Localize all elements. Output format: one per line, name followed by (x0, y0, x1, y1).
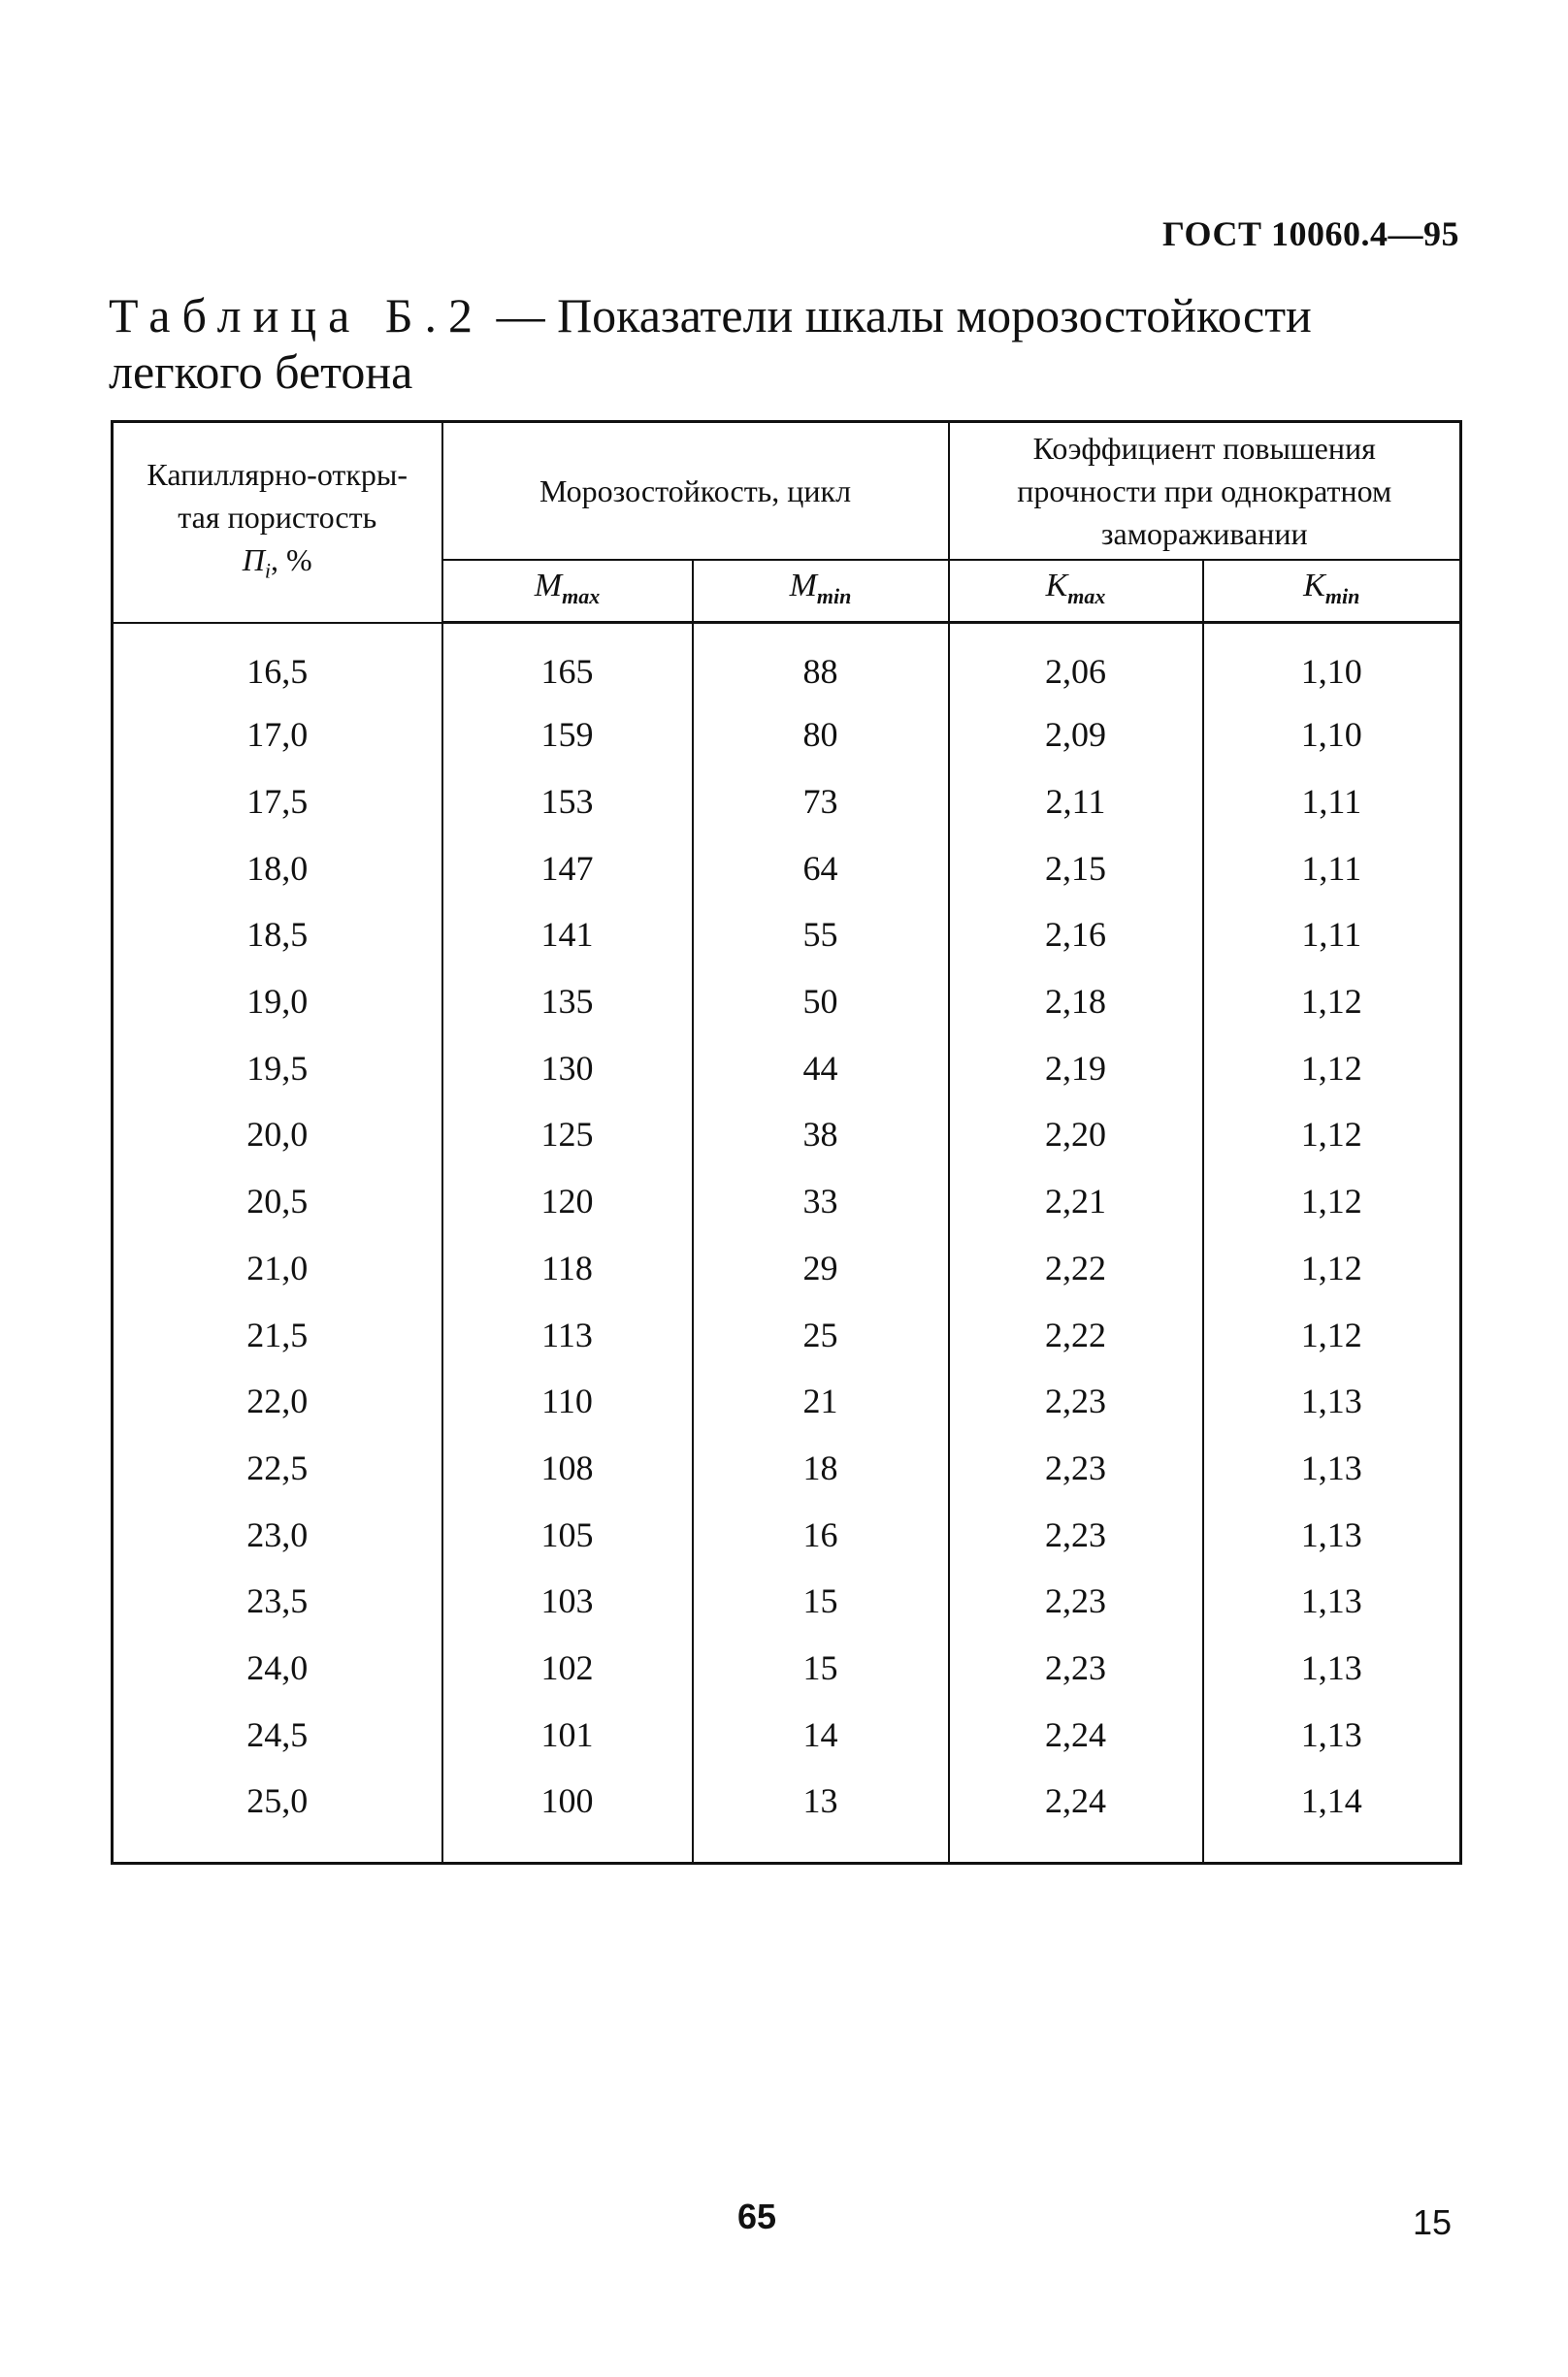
porosity-cell: 23,5 (113, 1568, 442, 1635)
caption-lead: Таблица Б.2 (109, 288, 485, 342)
k-max-cell: 2,23 (949, 1368, 1203, 1435)
k-min-cell: 1,13 (1203, 1501, 1461, 1568)
k-min-cell: 1,10 (1203, 701, 1461, 768)
m-max-cell: 110 (442, 1368, 693, 1435)
header-frost-resistance: Морозостойкость, цикл (442, 422, 949, 561)
m-max-cell: 101 (442, 1701, 693, 1768)
header-coef-line3: замораживании (1100, 516, 1308, 551)
m-min-cell: 55 (693, 901, 949, 968)
k-max-cell: 2,06 (949, 623, 1203, 702)
m-max-cell: 130 (442, 1034, 693, 1101)
m-max-cell: 153 (442, 768, 693, 835)
m-max-cell: 135 (442, 968, 693, 1035)
header-coef-line1: Коэффициент повышения (1032, 431, 1376, 466)
porosity-cell: 23,0 (113, 1501, 442, 1568)
m-min-cell: 80 (693, 701, 949, 768)
m-min-cell: 16 (693, 1501, 949, 1568)
header-porosity-line2: тая пористость (178, 499, 377, 535)
table-row (113, 623, 1461, 702)
m-max-cell: 102 (442, 1635, 693, 1702)
m-min-cell: 18 (693, 1435, 949, 1502)
k-max-cell: 2,11 (949, 768, 1203, 835)
k-max-cell: 2,22 (949, 1301, 1203, 1368)
header-k-min: $K_{min}$ (1203, 560, 1461, 623)
k-min-cell: 1,13 (1203, 1635, 1461, 1702)
table-row (113, 1368, 1461, 1435)
table-row (113, 1034, 1461, 1101)
m-min-cell: 33 (693, 1168, 949, 1235)
k-max-cell: 2,16 (949, 901, 1203, 968)
table-row (113, 901, 1461, 968)
m-max-cell: 165 (442, 623, 693, 702)
page-number-right: 15 (1412, 2202, 1452, 2242)
m-min-cell: 13 (693, 1768, 949, 1863)
m-max-cell: 108 (442, 1435, 693, 1502)
porosity-cell: 25,0 (113, 1768, 442, 1863)
header-m-min: $M_{min}$ (693, 560, 949, 623)
m-min-cell: 44 (693, 1034, 949, 1101)
table-row (113, 1235, 1461, 1302)
table-row (113, 968, 1461, 1035)
table-row (113, 1768, 1461, 1863)
header-porosity-line3 (119, 538, 436, 592)
k-max-cell: 2,09 (949, 701, 1203, 768)
page-number-center: 65 (737, 2197, 777, 2236)
k-max-cell: 2,20 (949, 1101, 1203, 1168)
k-min-cell: 1,14 (1203, 1768, 1461, 1863)
m-min-cell: 25 (693, 1301, 949, 1368)
table-row (113, 834, 1461, 901)
m-max-cell: 105 (442, 1501, 693, 1568)
k-max-cell: 2,18 (949, 968, 1203, 1035)
k-max-cell: 2,21 (949, 1168, 1203, 1235)
m-max-cell: 113 (442, 1301, 693, 1368)
k-min-cell: 1,11 (1203, 901, 1461, 968)
porosity-cell: 24,0 (113, 1635, 442, 1702)
frost-resistance-table (111, 420, 1462, 1865)
porosity-cell: 21,5 (113, 1301, 442, 1368)
m-max-cell: 118 (442, 1235, 693, 1302)
k-max-cell: 2,15 (949, 834, 1203, 901)
k-min-cell: 1,12 (1203, 968, 1461, 1035)
table-row (113, 1501, 1461, 1568)
table-caption (109, 287, 1467, 400)
porosity-cell: 17,5 (113, 768, 442, 835)
table-row (113, 1568, 1461, 1635)
m-min-cell: 14 (693, 1701, 949, 1768)
header-coef-line2: прочности при однократном (1017, 473, 1392, 508)
porosity-cell: 16,5 (113, 623, 442, 702)
k-min-cell: 1,10 (1203, 623, 1461, 702)
m-min-cell: 15 (693, 1635, 949, 1702)
m-max-cell: 100 (442, 1768, 693, 1863)
k-max-cell: 2,22 (949, 1235, 1203, 1302)
m-max-cell: 120 (442, 1168, 693, 1235)
m-min-cell: 50 (693, 968, 949, 1035)
table-row (113, 1435, 1461, 1502)
porosity-cell: 17,0 (113, 701, 442, 768)
k-min-cell: 1,12 (1203, 1168, 1461, 1235)
porosity-cell: 22,0 (113, 1368, 442, 1435)
m-min-cell: 64 (693, 834, 949, 901)
k-min-cell: 1,11 (1203, 768, 1461, 835)
porosity-cell: 20,5 (113, 1168, 442, 1235)
m-max-cell: 147 (442, 834, 693, 901)
m-max-cell: 141 (442, 901, 693, 968)
table-row (113, 1701, 1461, 1768)
k-min-cell: 1,13 (1203, 1568, 1461, 1635)
m-min-cell: 15 (693, 1568, 949, 1635)
porosity-cell: 19,5 (113, 1034, 442, 1101)
m-max-cell: 159 (442, 701, 693, 768)
table-row (113, 1101, 1461, 1168)
porosity-cell: 18,0 (113, 834, 442, 901)
porosity-cell: 21,0 (113, 1235, 442, 1302)
table-body (113, 623, 1461, 1864)
m-min-cell: 88 (693, 623, 949, 702)
m-min-cell: 21 (693, 1368, 949, 1435)
k-min-cell: 1,12 (1203, 1235, 1461, 1302)
porosity-symbol: $П_i$ (242, 541, 272, 582)
table-row (113, 1635, 1461, 1702)
table-row (113, 768, 1461, 835)
table-container (111, 420, 1459, 1865)
header-k-max: $K_{max}$ (949, 560, 1203, 623)
k-min-cell: 1,11 (1203, 834, 1461, 901)
k-min-cell: 1,13 (1203, 1701, 1461, 1768)
m-min-cell: 38 (693, 1101, 949, 1168)
k-max-cell: 2,24 (949, 1701, 1203, 1768)
header-m-max: $M_{max}$ (442, 560, 693, 623)
k-min-cell: 1,12 (1203, 1034, 1461, 1101)
porosity-cell: 18,5 (113, 901, 442, 968)
porosity-cell: 20,0 (113, 1101, 442, 1168)
header-porosity-line1: Капиллярно-откры- (147, 456, 408, 492)
k-max-cell: 2,19 (949, 1034, 1203, 1101)
porosity-cell: 19,0 (113, 968, 442, 1035)
m-min-cell: 73 (693, 768, 949, 835)
caption-text: — Показатели шкалы морозостойкости легкого бетона (109, 288, 1312, 399)
m-min-cell: 29 (693, 1235, 949, 1302)
k-min-cell: 1,13 (1203, 1435, 1461, 1502)
porosity-unit: , % (271, 541, 312, 577)
k-max-cell: 2,23 (949, 1501, 1203, 1568)
m-max-cell: 103 (442, 1568, 693, 1635)
header-strength-coefficient (949, 422, 1461, 561)
k-min-cell: 1,12 (1203, 1301, 1461, 1368)
table-row (113, 1168, 1461, 1235)
k-min-cell: 1,13 (1203, 1368, 1461, 1435)
header-porosity (113, 422, 442, 623)
k-max-cell: 2,23 (949, 1568, 1203, 1635)
document-code: ГОСТ 10060.4—95 (1162, 214, 1459, 253)
k-min-cell: 1,12 (1203, 1101, 1461, 1168)
m-max-cell: 125 (442, 1101, 693, 1168)
table-row (113, 701, 1461, 768)
k-max-cell: 2,24 (949, 1768, 1203, 1863)
k-max-cell: 2,23 (949, 1635, 1203, 1702)
porosity-cell: 24,5 (113, 1701, 442, 1768)
porosity-cell: 22,5 (113, 1435, 442, 1502)
k-max-cell: 2,23 (949, 1435, 1203, 1502)
table-row (113, 1301, 1461, 1368)
